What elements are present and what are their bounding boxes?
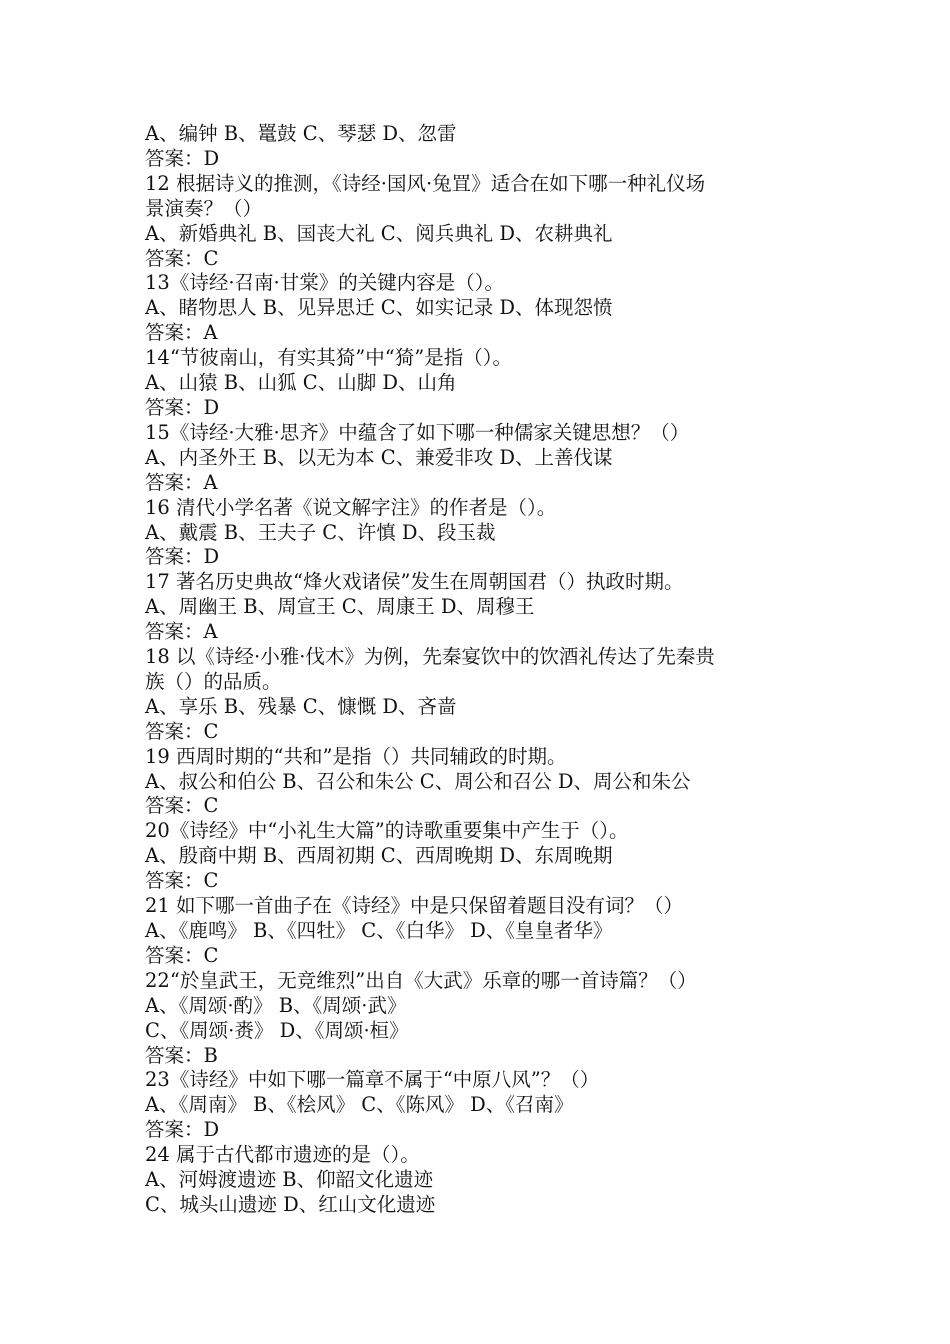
option-line: A、新婚典礼 B、国丧大礼 C、阅兵典礼 D、农耕典礼 — [145, 221, 613, 245]
question-22: 22“於皇武王，无竞维烈”出自《大武》乐章的哪一首诗篇？（） — [145, 968, 697, 992]
answer-line: 答案：C — [145, 943, 219, 967]
question-13: 13《诗经·召南·甘棠》的关键内容是（）。 — [145, 271, 504, 295]
question-18-continued: 族（）的品质。 — [145, 669, 282, 693]
question-24: 24 属于古代都市遗迹的是（）。 — [145, 1143, 420, 1167]
option-line: A、《周南》 B、《桧风》 C、《陈风》 D、《召南》 — [145, 1093, 574, 1117]
option-line: A、内圣外王 B、以无为本 C、兼爱非攻 D、上善伐谋 — [145, 445, 613, 469]
answer-line: 答案：A — [145, 470, 218, 494]
answer-line: 答案：D — [145, 545, 220, 569]
option-line: A、《周颂·酌》 B、《周颂·武》 — [145, 993, 407, 1017]
question-14: 14“节彼南山，有实其猗”中“猗”是指（）。 — [145, 346, 512, 370]
question-19: 19 西周时期的“共和”是指（）共同辅政的时期。 — [145, 744, 567, 768]
option-line: A、周幽王 B、周宣王 C、周康王 D、周穆王 — [145, 595, 535, 619]
answer-line: 答案：D — [145, 395, 220, 419]
option-line: A、殷商中期 B、西周初期 C、西周晚期 D、东周晚期 — [145, 844, 613, 868]
answer-line: 答案：A — [145, 620, 218, 644]
document-page — [145, 122, 825, 1218]
option-line: A、戴震 B、王夫子 C、许慎 D、段玉裁 — [145, 520, 496, 544]
question-18: 18 以《诗经·小雅·伐木》为例，先秦宴饮中的饮酒礼传达了先秦贵 — [145, 645, 715, 669]
option-line: A、叔公和伯公 B、召公和朱公 C、周公和召公 D、周公和朱公 — [145, 769, 691, 793]
option-line: C、城头山遗迹 D、红山文化遗迹 — [145, 1192, 436, 1216]
question-17: 17 著名历史典故“烽火戏诸侯”发生在周朝国君（）执政时期。 — [145, 570, 684, 594]
option-line: A、河姆渡遗迹 B、仰韶文化遗迹 — [145, 1168, 434, 1192]
question-12: 12 根据诗义的推测，《诗经·国风·兔罝》适合在如下哪一种礼仪场 — [145, 171, 706, 195]
answer-line: 答案：C — [145, 719, 219, 743]
answer-line: 答案：A — [145, 321, 218, 345]
answer-line: 答案：B — [145, 1043, 218, 1067]
option-line: A、享乐 B、残暴 C、慷慨 D、吝啬 — [145, 694, 457, 718]
answer-line: 答案：D — [145, 1118, 220, 1142]
question-23: 23《诗经》中如下哪一篇章不属于“中原八风”？（） — [145, 1068, 600, 1092]
question-20: 20《诗经》中“小礼生大篇”的诗歌重要集中产生于（）。 — [145, 819, 629, 843]
answer-line: 答案：C — [145, 794, 219, 818]
option-line: A、编钟 B、鼍鼓 C、琴瑟 D、忽雷 — [145, 122, 457, 145]
question-15: 15《诗经·大雅·思齐》中蕴含了如下哪一种儒家关键思想？（） — [145, 420, 690, 444]
answer-line: 答案：D — [145, 146, 220, 170]
question-16: 16 清代小学名著《说文解字注》的作者是（）。 — [145, 495, 557, 519]
answer-line: 答案：C — [145, 246, 219, 270]
option-line: A、《鹿鸣》 B、《四牡》 C、《白华》 D、《皇皇者华》 — [145, 919, 613, 942]
option-line: A、山猿 B、山狐 C、山脚 D、山角 — [145, 371, 457, 395]
question-21: 21 如下哪一首曲子在《诗经》中是只保留着题目没有词？（） — [145, 894, 684, 918]
question-12-continued: 景演奏？（） — [145, 196, 263, 220]
option-line: C、《周颂·赉》 D、《周颂·桓》 — [145, 1018, 409, 1042]
option-line: A、睹物思人 B、见异思迁 C、如实记录 D、体现怨愤 — [145, 296, 613, 320]
answer-line: 答案：C — [145, 869, 219, 893]
